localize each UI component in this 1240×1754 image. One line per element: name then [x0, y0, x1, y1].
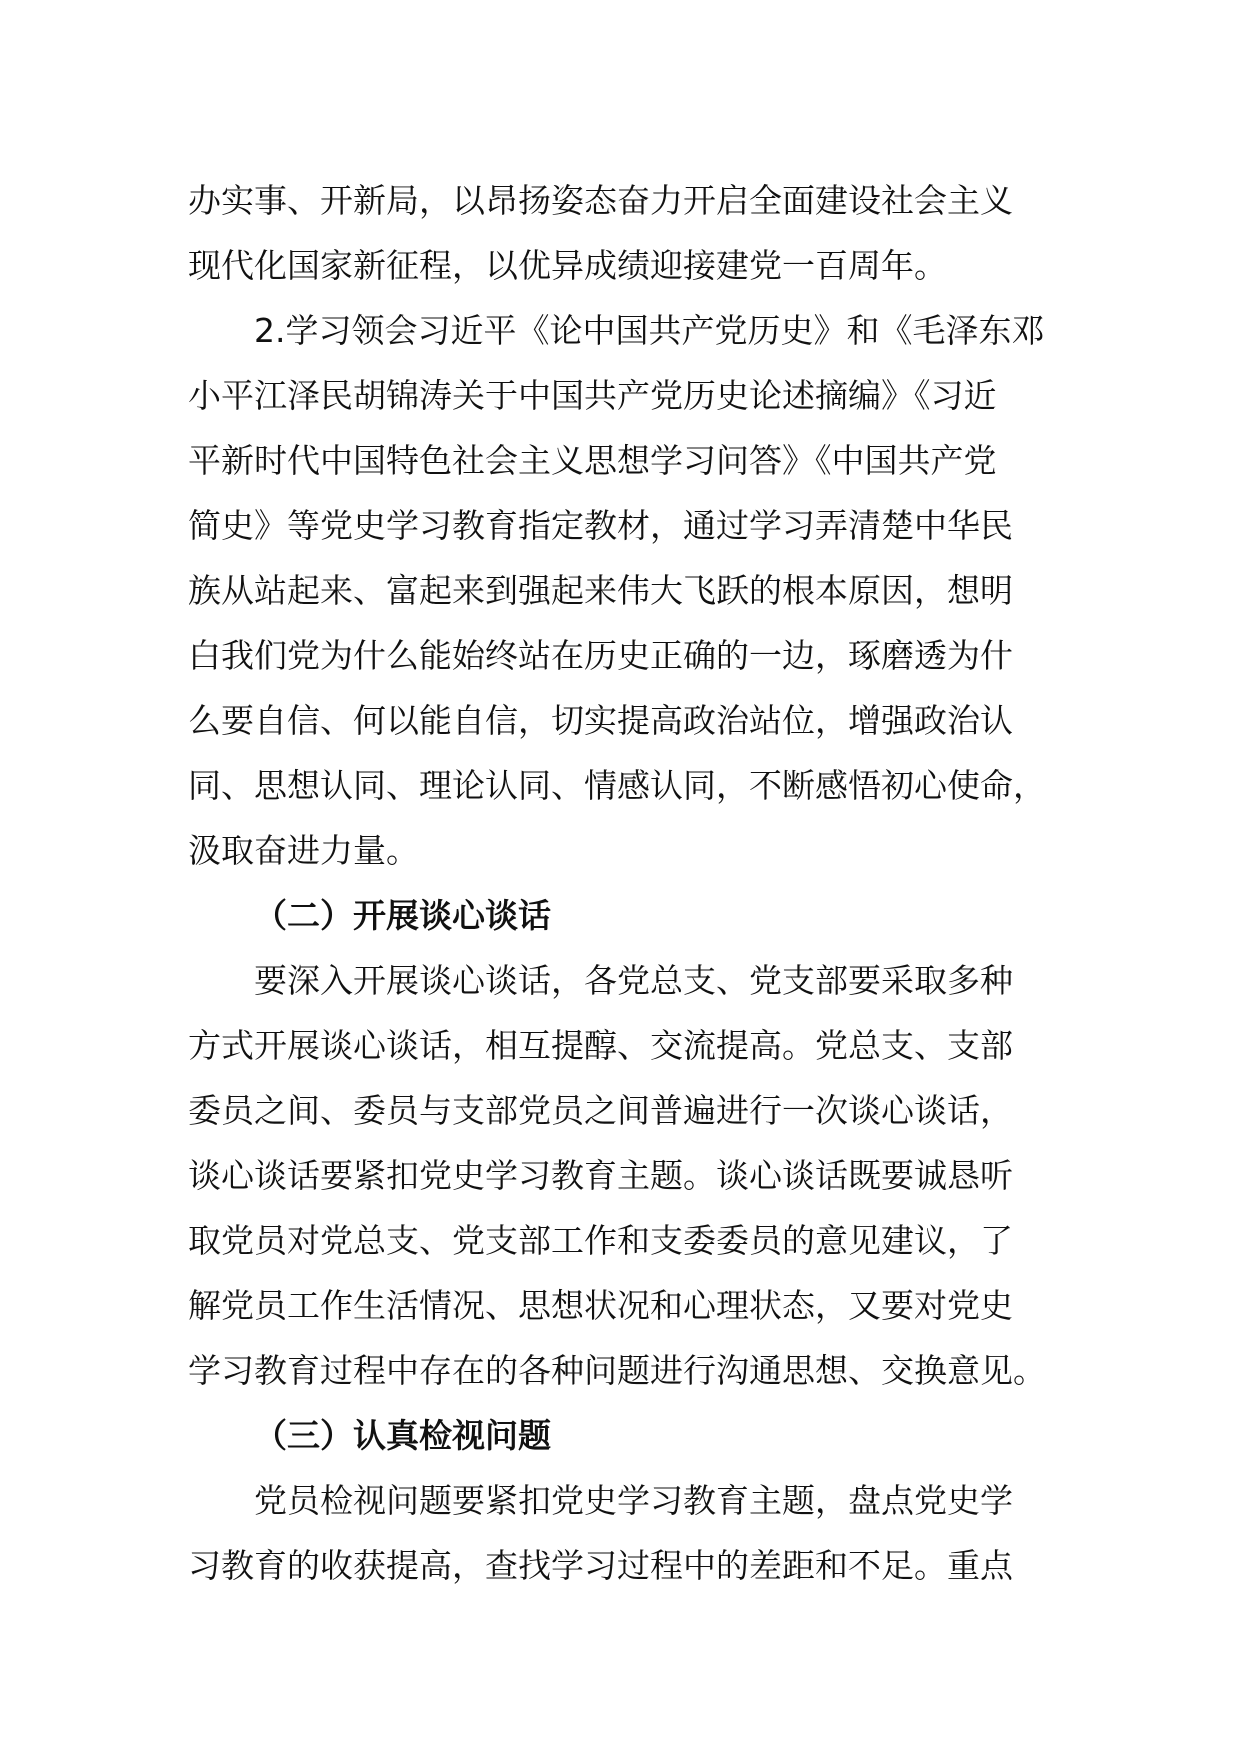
text-line: 取党员对党总支、党支部工作和支委委员的意见建议，了 [188, 1221, 1013, 1260]
text-line: 白我们党为什么能始终站在历史正确的一边，琢磨透为什 [188, 636, 1013, 675]
text-line: 平新时代中国特色社会主义思想学习问答》《中国共产党 [188, 441, 997, 480]
text-line: 汲取奋进力量。 [188, 831, 419, 870]
text-line: 同、思想认同、理论认同、情感认同，不断感悟初心使命， [188, 766, 1046, 805]
paragraph-intro [188, 168, 1048, 298]
section-heading-review: （三）认真检视问题 [254, 1416, 551, 1455]
text-line: 委员之间、委员与支部党员之间普遍进行一次谈心谈话， [188, 1091, 1013, 1130]
text-line: 现代化国家新征程，以优异成绩迎接建党一百周年。 [188, 246, 947, 285]
text-line: 么要自信、何以能自信，切实提高政治站位，增强政治认 [188, 701, 1013, 740]
document-body [188, 168, 1048, 1598]
text-line: 族从站起来、富起来到强起来伟大飞跃的根本原因，想明 [188, 571, 1013, 610]
text-line: 解党员工作生活情况、思想状况和心理状态，又要对党史 [188, 1286, 1013, 1325]
text-line: 2.学习领会习近平《论中国共产党历史》和《毛泽东邓 [254, 311, 1045, 350]
text-line: 习教育的收获提高，查找学习过程中的差距和不足。重点 [188, 1546, 1013, 1585]
paragraph-review [188, 1468, 1048, 1598]
text-line: 学习教育过程中存在的各种问题进行沟通思想、交换意见。 [188, 1351, 1046, 1390]
paragraph-talk [188, 948, 1048, 1403]
text-line: 要深入开展谈心谈话，各党总支、党支部要采取多种 [254, 961, 1013, 1000]
text-line: 谈心谈话要紧扣党史学习教育主题。谈心谈话既要诚恳听 [188, 1156, 1013, 1195]
text-line: 小平江泽民胡锦涛关于中国共产党历史论述摘编》《习近 [188, 376, 997, 415]
text-line: 办实事、开新局，以昂扬姿态奋力开启全面建设社会主义 [188, 181, 1013, 220]
section-heading-talk: （二）开展谈心谈话 [254, 896, 551, 935]
text-line: 党员检视问题要紧扣党史学习教育主题，盘点党史学 [254, 1481, 1013, 1520]
text-line: 方式开展谈心谈话，相互提醇、交流提高。党总支、支部 [188, 1026, 1013, 1065]
paragraph-item-2 [188, 298, 1048, 883]
text-line: 简史》等党史学习教育指定教材，通过学习弄清楚中华民 [188, 506, 1013, 545]
